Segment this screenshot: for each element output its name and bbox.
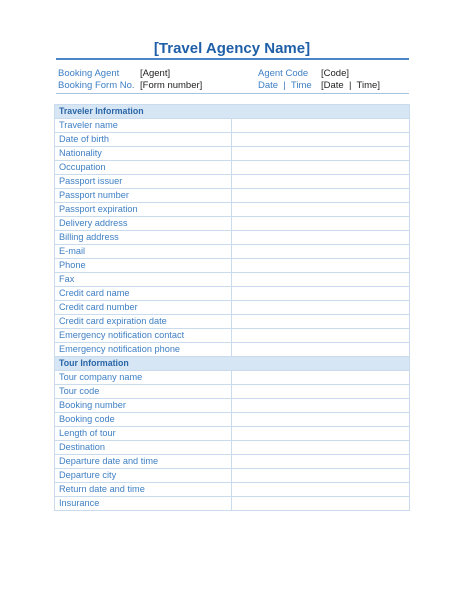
- form-row: [55, 119, 410, 133]
- field-value-cell[interactable]: [232, 217, 410, 231]
- form-row: [55, 231, 410, 245]
- field-label: Passport number: [55, 189, 232, 203]
- field-label: E-mail: [55, 245, 232, 259]
- field-label: Traveler name: [55, 119, 232, 133]
- field-label: Length of tour: [55, 427, 232, 441]
- field-label: Credit card number: [55, 301, 232, 315]
- field-label: Departure date and time: [55, 455, 232, 469]
- field-value-cell[interactable]: [232, 203, 410, 217]
- field-label: Phone: [55, 259, 232, 273]
- traveler-section-title: Traveler Information: [55, 105, 410, 119]
- field-label: Passport issuer: [55, 175, 232, 189]
- field-label: Tour code: [55, 385, 232, 399]
- form-row: [55, 189, 410, 203]
- form-row: [55, 161, 410, 175]
- form-row: [55, 469, 410, 483]
- field-label: Insurance: [55, 497, 232, 511]
- field-value-cell[interactable]: [232, 161, 410, 175]
- form-row: [55, 413, 410, 427]
- field-label: Emergency notification phone: [55, 343, 232, 357]
- field-value-cell[interactable]: [232, 133, 410, 147]
- field-value-cell[interactable]: [232, 175, 410, 189]
- booking-agent-label: Booking Agent: [58, 68, 120, 79]
- agent-code-value[interactable]: [Code]: [321, 68, 349, 79]
- form-row: [55, 259, 410, 273]
- date-time-value[interactable]: [Date | Time]: [321, 80, 380, 91]
- field-value-cell[interactable]: [232, 315, 410, 329]
- field-value-cell[interactable]: [232, 371, 410, 385]
- tour-section-header: [55, 357, 410, 371]
- field-value-cell[interactable]: [232, 455, 410, 469]
- field-label: Booking code: [55, 413, 232, 427]
- field-value-cell[interactable]: [232, 245, 410, 259]
- tour-section-title: Tour Information: [55, 357, 410, 371]
- form-row: [55, 483, 410, 497]
- field-label: Occupation: [55, 161, 232, 175]
- booking-form-label: Booking Form No.: [58, 80, 135, 91]
- field-value-cell[interactable]: [232, 469, 410, 483]
- field-label: Credit card name: [55, 287, 232, 301]
- field-value-cell[interactable]: [232, 413, 410, 427]
- field-value-cell[interactable]: [232, 189, 410, 203]
- field-value-cell[interactable]: [232, 231, 410, 245]
- date-time-label: Date | Time: [258, 80, 312, 91]
- field-value-cell[interactable]: [232, 287, 410, 301]
- field-label: Delivery address: [55, 217, 232, 231]
- field-label: Departure city: [55, 469, 232, 483]
- form-row: [55, 455, 410, 469]
- form-row: [55, 273, 410, 287]
- field-value-cell[interactable]: [232, 343, 410, 357]
- booking-agent-value[interactable]: [Agent]: [140, 68, 171, 79]
- field-value-cell[interactable]: [232, 483, 410, 497]
- form-row: [55, 245, 410, 259]
- field-value-cell[interactable]: [232, 273, 410, 287]
- field-label: Billing address: [55, 231, 232, 245]
- title-divider: [56, 58, 409, 60]
- form-row: [55, 217, 410, 231]
- booking-form-value[interactable]: [Form number]: [140, 80, 203, 91]
- form-row: [55, 427, 410, 441]
- form-row: [55, 315, 410, 329]
- field-value-cell[interactable]: [232, 329, 410, 343]
- form-row: [55, 203, 410, 217]
- traveler-section-header: [55, 105, 410, 119]
- field-value-cell[interactable]: [232, 147, 410, 161]
- field-value-cell[interactable]: [232, 385, 410, 399]
- field-value-cell[interactable]: [232, 399, 410, 413]
- booking-form-table: [54, 104, 410, 511]
- field-value-cell[interactable]: [232, 441, 410, 455]
- field-label: Date of birth: [55, 133, 232, 147]
- form-row: [55, 441, 410, 455]
- form-row: [55, 343, 410, 357]
- field-label: Emergency notification contact: [55, 329, 232, 343]
- form-row: [55, 147, 410, 161]
- form-row: [55, 385, 410, 399]
- agent-code-label: Agent Code: [258, 68, 309, 79]
- field-label: Tour company name: [55, 371, 232, 385]
- field-value-cell[interactable]: [232, 301, 410, 315]
- form-row: [55, 287, 410, 301]
- field-label: Credit card expiration date: [55, 315, 232, 329]
- form-row: [55, 371, 410, 385]
- field-value-cell[interactable]: [232, 497, 410, 511]
- field-value-cell[interactable]: [232, 427, 410, 441]
- agency-name-title: [Travel Agency Name]: [153, 40, 311, 57]
- field-label: Fax: [55, 273, 232, 287]
- field-label: Return date and time: [55, 483, 232, 497]
- form-row: [55, 399, 410, 413]
- form-row: [55, 133, 410, 147]
- form-row: [55, 329, 410, 343]
- field-label: Booking number: [55, 399, 232, 413]
- field-label: Destination: [55, 441, 232, 455]
- field-label: Nationality: [55, 147, 232, 161]
- field-label: Passport expiration: [55, 203, 232, 217]
- field-value-cell[interactable]: [232, 259, 410, 273]
- header-divider: [56, 93, 409, 94]
- form-row: [55, 301, 410, 315]
- field-value-cell[interactable]: [232, 119, 410, 133]
- form-row: [55, 175, 410, 189]
- booking-form-body: [55, 105, 410, 511]
- form-row: [55, 497, 410, 511]
